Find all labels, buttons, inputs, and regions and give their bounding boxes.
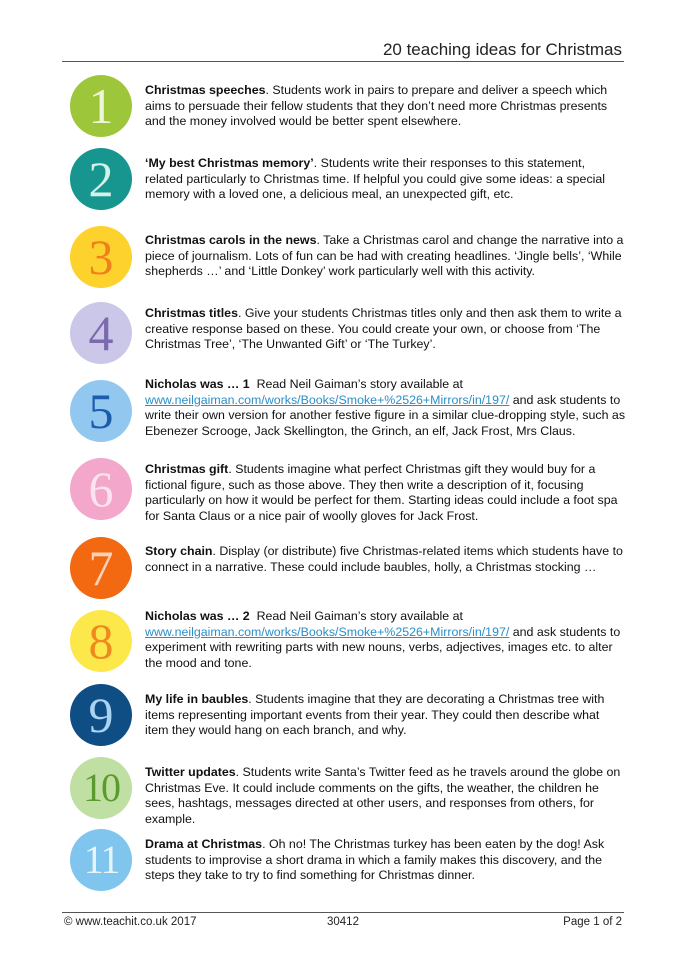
idea-text <box>145 83 625 130</box>
idea-description: . Oh no! The Christmas turkey has been eaten by the dog! Ask students to improvise a short drama in which a family makes this discovery, and the steps they take to try to find something for Christmas dinner. <box>145 837 605 883</box>
idea-text <box>145 544 625 575</box>
number-badge: 1 <box>70 75 132 137</box>
idea-description: . Students write Santa’s Twitter feed as he travels around the globe on Christmas Eve. It could include comments on the gifts, the weather, the children he sees, hashtags, messages directed at other users, and responses from others, for example. <box>145 765 621 826</box>
idea-title: Nicholas was … 2 <box>145 609 250 623</box>
idea-description: . Students imagine that they are decorating a Christmas tree with items representing important events from their year. They could then describe what item they would hang on each branch, and why. <box>145 692 605 738</box>
footer-code: 30412 <box>327 916 359 928</box>
footer-page-number: Page 1 of 2 <box>563 916 622 928</box>
idea-text <box>145 462 625 524</box>
idea-description: and ask students to experiment with rewriting parts with new nouns, verbs, adjectives, images etc. to alter the mood and tone. <box>145 624 621 670</box>
idea-description: and ask students to write their own version for another festive figure in a similar clue-dropping style, such as Ebenezer Scrooge, Jack Skellington, the Grinch, an elf, Jack Frost, Mrs Claus. <box>145 392 626 438</box>
number-badge: 5 <box>70 380 132 442</box>
idea-text <box>145 233 625 280</box>
page-title: 20 teaching ideas for Christmas <box>382 40 622 59</box>
number-badge: 2 <box>70 148 132 210</box>
number-badge: 6 <box>70 458 132 520</box>
idea-intro: Read Neil Gaiman’s story available at <box>249 377 467 391</box>
number-badge: 11 <box>70 829 132 891</box>
idea-title: ‘My best Christmas memory’ <box>145 156 314 170</box>
story-link[interactable]: www.neilgaiman.com/works/Books/Smoke+%2526+Mirrors/in/197/ <box>145 624 510 639</box>
idea-text <box>145 377 625 439</box>
idea-title: Story chain <box>145 544 213 558</box>
idea-text <box>145 306 625 353</box>
story-link[interactable]: www.neilgaiman.com/works/Books/Smoke+%2526+Mirrors/in/197/ <box>145 392 510 407</box>
number-badge: 8 <box>70 610 132 672</box>
idea-title: Christmas carols in the news <box>145 233 317 247</box>
idea-text <box>145 692 625 739</box>
idea-text <box>145 837 625 884</box>
idea-title: Twitter updates <box>145 765 236 779</box>
idea-description: . Take a Christmas carol and change the narrative into a piece of journalism. Lots of fun can be had with creating headlines. ‘Jingle bells’, ‘While shepherds …’ and ‘Little Donkey’ work particularly well with this activity. <box>145 233 624 279</box>
idea-description: . Students write their responses to this statement, related particularly to Christmas time. If helpful you could give some ideas: a special memory with a loved one, a delicious meal, an unexpected gift, etc. <box>145 156 606 202</box>
idea-text <box>145 156 625 203</box>
number-badge: 7 <box>70 537 132 599</box>
idea-title: My life in baubles <box>145 692 249 706</box>
idea-title: Christmas speeches <box>145 83 266 97</box>
idea-title: Christmas gift <box>145 462 229 476</box>
footer-copyright: © www.teachit.co.uk 2017 <box>64 916 197 928</box>
idea-text <box>145 609 625 671</box>
number-badge: 4 <box>70 302 132 364</box>
idea-description: . Students work in pairs to prepare and deliver a speech which aims to persuade their fellow students that they don’t need more Christmas presents and the money involved would be better spent elsewhere. <box>145 83 608 129</box>
idea-description: . Give your students Christmas titles only and then ask them to write a creative response based on these. You could create your own, or choose from ‘The Christmas Tree’, ‘The Unwanted Gift’ or ‘The Turkey’. <box>145 306 622 352</box>
number-badge: 10 <box>70 757 132 819</box>
idea-text <box>145 765 625 827</box>
idea-title: Nicholas was … 1 <box>145 377 250 391</box>
number-badge: 3 <box>70 226 132 288</box>
idea-title: Christmas titles <box>145 306 238 320</box>
header-divider <box>62 61 624 62</box>
idea-title: Drama at Christmas <box>145 837 263 851</box>
idea-description: . Display (or distribute) five Christmas-related items which students have to connect in a narrative. These could include baubles, holly, a Christmas stocking … <box>145 544 623 574</box>
number-badge: 9 <box>70 684 132 746</box>
footer-divider <box>62 912 624 913</box>
idea-intro: Read Neil Gaiman’s story available at <box>249 609 467 623</box>
idea-description: . Students imagine what perfect Christmas gift they would buy for a fictional figure, such as those above. They then write a description of it, focusing particularly on how it would be perfect for them. Starting ideas could include a foot spa for Santa Claus or a nice pair of woolly gloves for Jack Frost. <box>145 462 618 523</box>
